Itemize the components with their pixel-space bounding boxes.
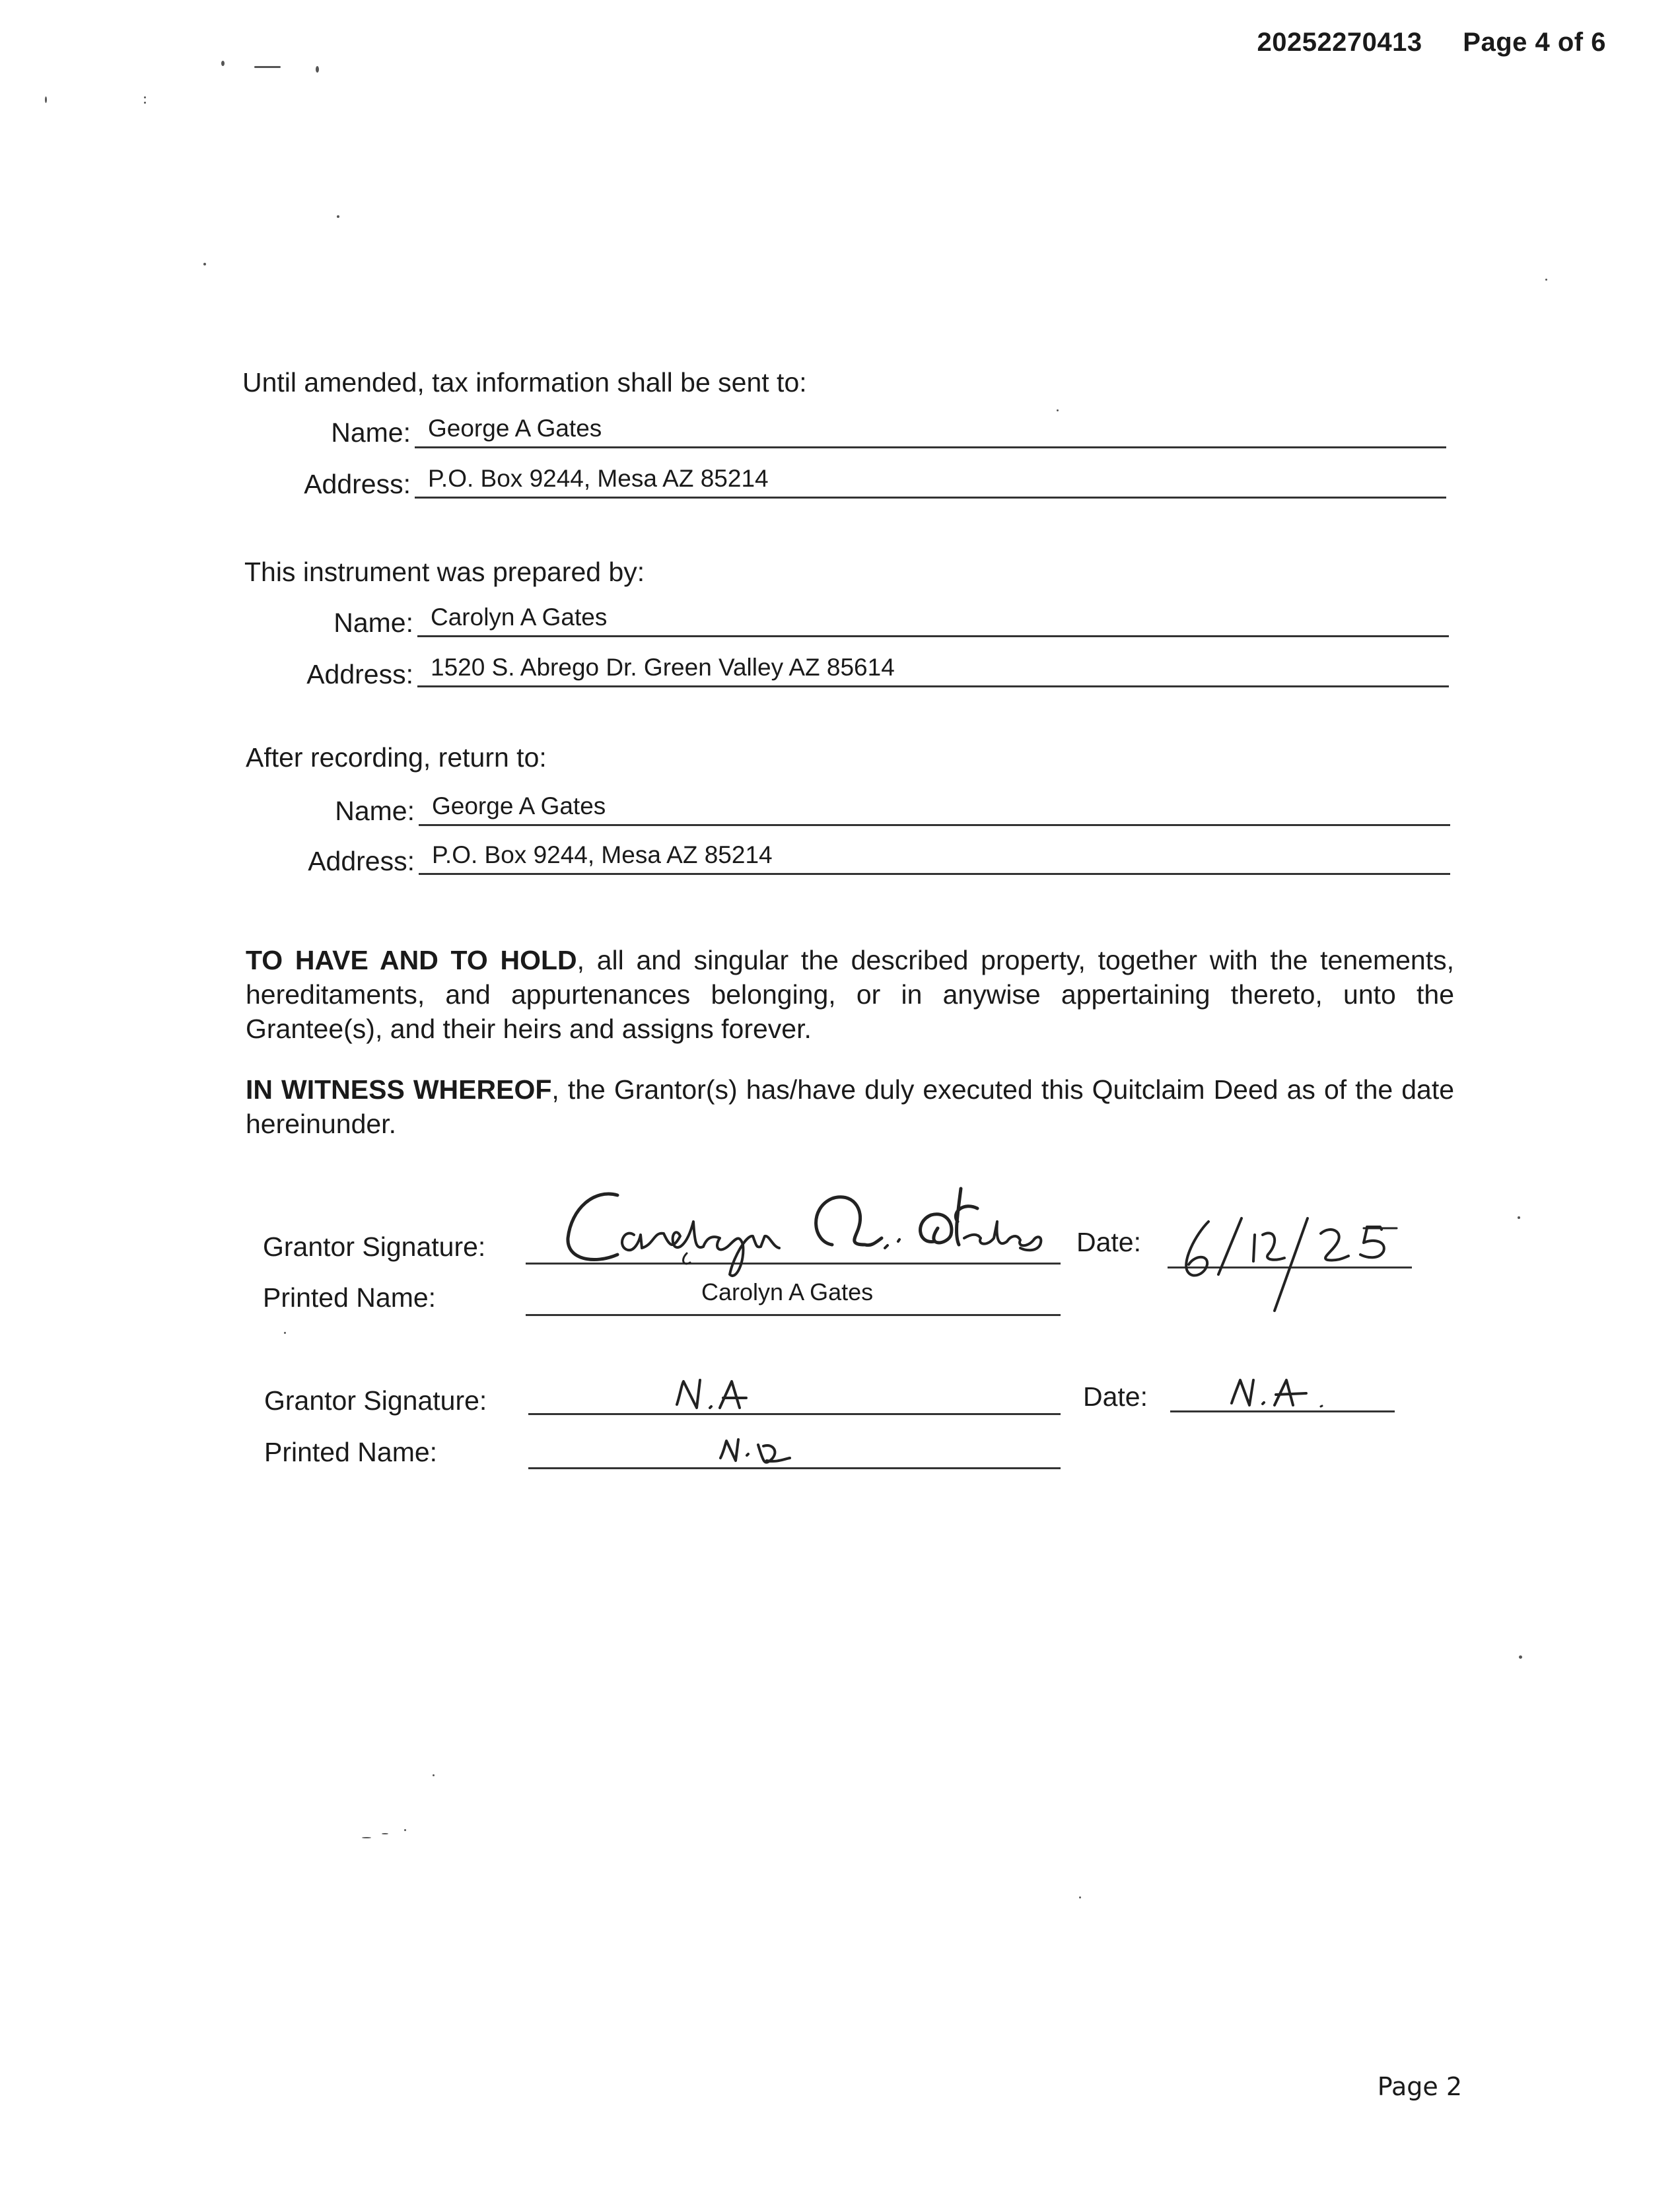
recording-header (1224, 28, 1606, 57)
page-footer: Page 2 (1377, 2072, 1462, 2101)
grantor1-signature-label: Grantor Signature: (263, 1232, 486, 1262)
prepared-address-field (417, 651, 1449, 687)
witness-clause (246, 1072, 1454, 1141)
page-count: Page 4 of 6 (1463, 28, 1606, 57)
tax-name-field (415, 412, 1446, 448)
prepared-name-field (417, 601, 1449, 637)
grantor2-signature-label: Grantor Signature: (264, 1385, 487, 1416)
tax-address-field (415, 462, 1446, 499)
grantor2-date-image (1228, 1373, 1347, 1420)
return-name-label: Name: (335, 796, 415, 826)
tax-address-value: P.O. Box 9244, Mesa AZ 85214 (428, 465, 769, 492)
return-address-value: P.O. Box 9244, Mesa AZ 85214 (432, 841, 773, 868)
habendum-lead: TO HAVE AND TO HOLD (246, 945, 577, 975)
grantor1-date-label: Date: (1076, 1227, 1141, 1257)
prepared-by-heading: This instrument was prepared by: (244, 557, 645, 587)
return-address-label: Address: (308, 846, 415, 876)
prepared-address-label: Address: (306, 659, 413, 689)
witness-text: , the Grantor(s) has/have duly executed this Quitclaim Deed as of the date hereinunder. (246, 1074, 1455, 1139)
grantor1-printed-value: Carolyn A Gates (701, 1278, 874, 1305)
grantor2-printed-label: Printed Name: (264, 1437, 438, 1467)
habendum-text: , all and singular the described property, together with the tenements, hereditaments, and appurtenances belonging, or in anywise appertaining thereto, unto the Grantee(s), and their heirs and assigns forever. (246, 945, 1454, 1044)
prepared-name-value: Carolyn A Gates (431, 604, 608, 631)
habendum-clause (246, 943, 1454, 1046)
grantor2-signature-line (528, 1413, 1061, 1415)
document-number: 20252270413 (1257, 28, 1422, 57)
grantor1-date-image (1169, 1208, 1433, 1314)
grantor2-signature-image (674, 1375, 786, 1421)
return-address-field (419, 839, 1450, 875)
return-to-heading: After recording, return to: (246, 742, 547, 773)
prepared-name-label: Name: (333, 608, 413, 638)
grantor2-date-label: Date: (1083, 1381, 1148, 1412)
grantor1-printed-label: Printed Name: (263, 1282, 437, 1313)
return-name-field (419, 790, 1450, 826)
tax-name-label: Name: (331, 417, 411, 448)
tax-name-value: George A Gates (428, 415, 602, 442)
tax-info-heading: Until amended, tax information shall be sent to: (242, 367, 807, 398)
tax-address-label: Address: (304, 469, 411, 499)
grantor1-printed-line (526, 1314, 1061, 1316)
grantor2-printed-image (717, 1433, 803, 1473)
return-name-value: George A Gates (432, 792, 606, 819)
prepared-address-value: 1520 S. Abrego Dr. Green Valley AZ 85614 (431, 654, 895, 681)
grantor1-signature-image (555, 1182, 1083, 1281)
witness-lead: IN WITNESS WHEREOF (246, 1074, 552, 1105)
